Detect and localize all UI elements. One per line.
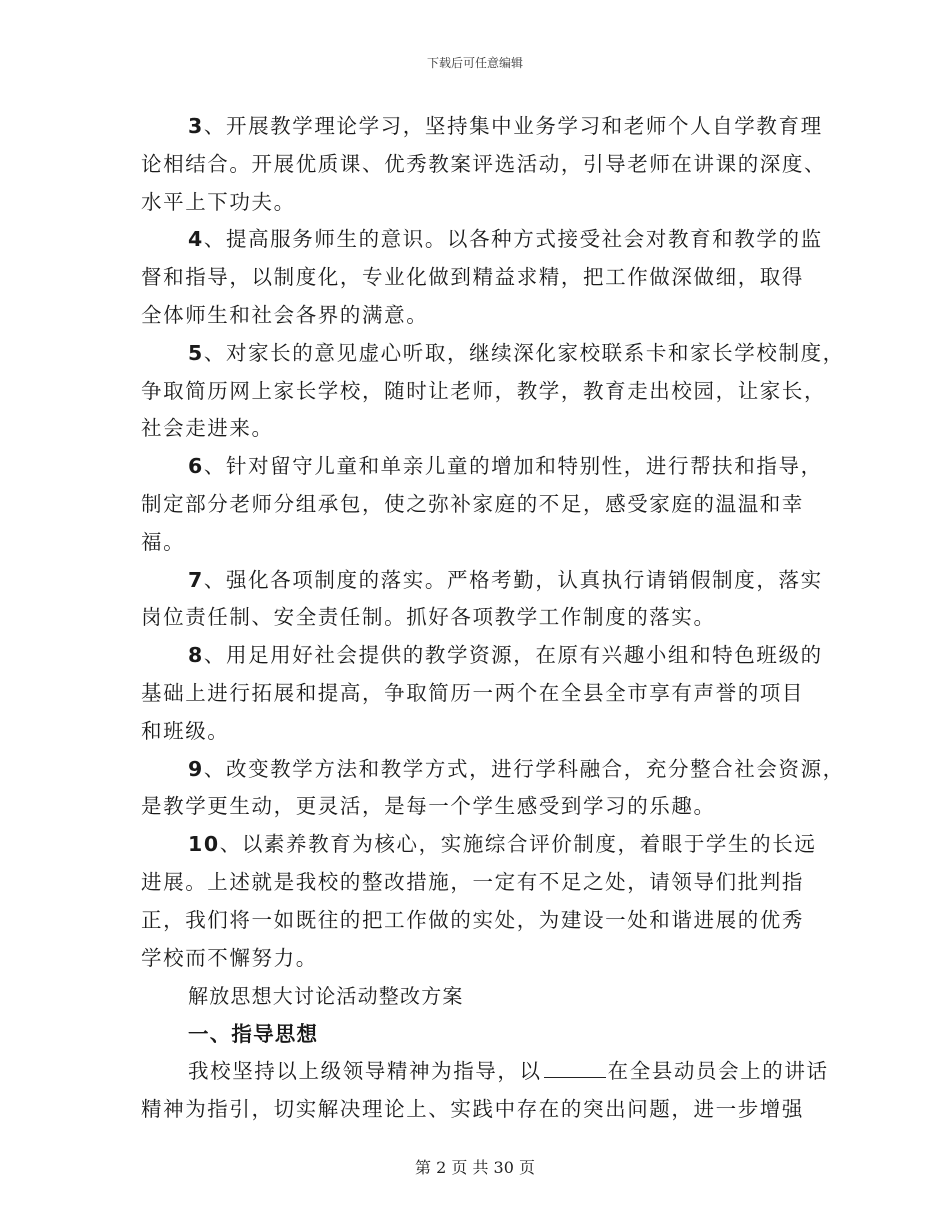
item-number: 10 [188,832,220,857]
item-number: 7 [188,567,204,592]
item-line: 岗位责任制、安全责任制。抓好各项教学工作制度的落实。 [141,605,716,630]
item-line: 、强化各项制度的落实。严格考勤，认真执行请销假制度，落实 [203,567,823,592]
item-line: 、对家长的意见虚心听取，继续深化家校联系卡和家长学校制度， [203,340,845,365]
list-item-6 [141,448,821,561]
item-number: 3 [188,114,204,138]
list-item-9 [141,751,845,827]
para-line: 精神为指引，切实解决理论上、实践中存在的突出问题，进一步增强 [141,1097,804,1122]
item-line: 社会走进来。 [141,416,274,441]
item-line: 、以素养教育为核心，实施综合评价制度，着眼于学生的长远 [219,832,817,857]
page-footer: 第 2 页 共 30 页 [415,1158,535,1177]
section-heading: 一、指导思想 [188,1022,319,1047]
document-subtitle: 解放思想大讨论活动整改方案 [188,984,464,1009]
item-line: 制定部分老师分组承包，使之弥补家庭的不足，感受家庭的温温和幸 [141,491,804,516]
document-body [141,108,845,1129]
blank-underline [544,1059,606,1078]
para-text: 在全县动员会上的讲话 [607,1059,829,1084]
item-line: 督和指导，以制度化，专业化做到精益求精，把工作做深做细，取得 [141,265,804,290]
list-item-5 [141,335,845,448]
item-line: 、针对留守儿童和单亲儿童的增加和特别性，进行帮扶和指导， [203,454,823,479]
item-line: 论相结合。开展优质课、优秀教案评选活动，引导老师在讲课的深度、 [141,151,827,176]
item-number: 8 [188,643,204,668]
item-number: 6 [188,454,204,479]
list-item-3 [141,108,827,221]
item-line: 进展。上述就是我校的整改措施，一定有不足之处，请领导们批判指 [141,869,804,894]
item-line: 基础上进行拓展和提高，争取简历一两个在全县全市享有声誉的项目 [141,680,804,705]
item-line: 争取简历网上家长学校，随时让老师，教学，教育走出校园，让家长， [141,378,827,403]
page-header: 下载后可任意编辑 [426,56,523,70]
guiding-thought-paragraph [141,1053,829,1129]
item-line: 是教学更生动，更灵活，是每一个学生感受到学习的乐趣。 [141,794,716,819]
list-item-4 [141,221,821,334]
item-line: 学校而不懈努力。 [141,945,318,970]
item-line: 和班级。 [141,718,230,743]
item-line: 水平上下功夫。 [141,189,296,214]
para-text: 我校坚持以上级领导精神为指导，以 [188,1059,542,1084]
item-number: 9 [188,756,204,781]
item-line: 、改变教学方法和教学方式，进行学科融合，充分整合社会资源， [203,756,845,781]
item-line: 、提高服务师生的意识。以各种方式接受社会对教育和教学的监 [203,227,823,252]
item-line: 全体师生和社会各界的满意。 [141,302,429,327]
item-number: 5 [188,340,204,365]
item-line: 正，我们将一如既往的把工作做的实处，为建设一处和谐进展的优秀 [141,907,804,932]
list-item-10 [141,826,821,977]
item-line: 、用足用好社会提供的教学资源，在原有兴趣小组和特色班级的 [203,643,823,668]
item-line: 、开展教学理论学习，坚持集中业务学习和老师个人自学教育理 [203,114,823,138]
list-item-8 [141,637,821,750]
item-number: 4 [188,227,204,252]
item-line: 福。 [141,529,186,554]
list-item-7 [141,562,821,638]
